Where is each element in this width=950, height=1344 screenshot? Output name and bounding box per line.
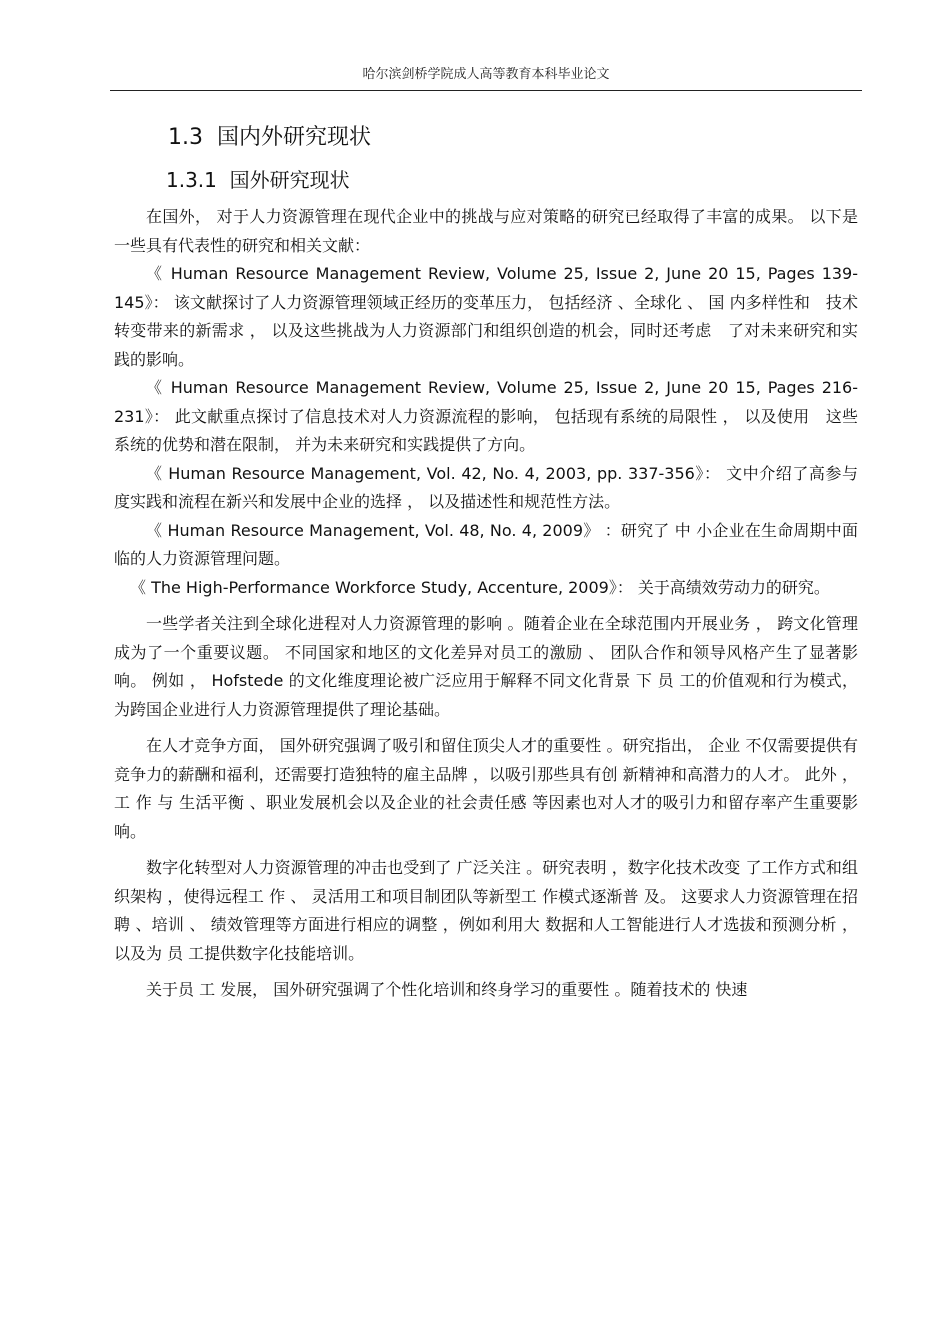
subsection-title: 国外研究现状 [229, 168, 350, 192]
body-paragraph: 一些学者关注到全球化进程对人力资源管理的影响 。随着企业在全球范围内开展业务 ， 跨文化管理成为了一个重要议题。 不同国家和地区的文化差异对员工的激励 、 团队合作和领导风格产生了显著影响。 例如 ， Hofstede 的文化维度理论被广泛应用于解释不同文化背景 下 员 工的价值观和行为模式， 为跨国企业进行人力资源管理提供了理论基础。 [114, 614, 858, 719]
reference-paragraph: 《 Human Resource Management, Vol. 48, No. 4, 2009》 ：研究了 中 小企业在生命周期中面 临的人力资源管理问题。 [114, 520, 858, 568]
section-number: 1.3 [168, 125, 203, 150]
subsection-heading [166, 165, 350, 195]
reference-paragraph: 《 The High-Performance Workforce Study, Accenture, 2009》： 关于高绩效劳动力的研究。 [130, 577, 830, 597]
subsection-number: 1.3.1 [166, 168, 217, 192]
body-text [114, 203, 858, 1005]
body-paragraph: 在人才竞争方面， 国外研究强调了吸引和留住顶尖人才的重要性 。研究指出， 企业 不仅需要提供有竞争力的薪酬和福利，还需要打造独特的雇主品牌 ，以吸引那些具有创 新精神和高潜力的人才。 此外 ，工 作 与 生活平衡 、职业发展机会以及企业的社会责任感 等因素也对人才的吸引力和留存率产生重要影响。 [114, 736, 858, 841]
reference-paragraph: 《 Human Resource Management, Vol. 42, No. 4, 2003, pp. 337-356》： 文中介绍了高参与 度实践和流程在新兴和发展中企业的选择 ， 以及描述性和规范性方法。 [114, 463, 858, 511]
body-paragraph: 数字化转型对人力资源管理的冲击也受到了 广泛关注 。研究表明 ，数字化技术改变 了工作方式和组织架构 ，使得远程工 作 、 灵活用工和项目制团队等新型工 作模式逐渐普 及。 这要求人力资源管理在招聘 、培训 、 绩效管理等方面进行相应的调整 ，例如利用大 数据和人工智能进行人才选拔和预测分析 ，以及为 员 工提供数字化技能培训。 [114, 858, 858, 963]
reference-paragraph: 《 Human Resource Management Review, Volume 25, Issue 2, June 20 15, Pages 139-145》： 该文献探讨了人力资源管理领域正经历的变革压力， 包括经济 、全球化 、 国 内多样性和 技术转变带来的新需求 ， 以及这些挑战为人力资源部门和组织创造的机会，同时还考虑 了对未来研究和实践的影响。 [114, 264, 859, 369]
intro-paragraph: 在国外， 对于人力资源管理在现代企业中的挑战与应对策略的研究已经取得了丰富的成果。 以下是一些具有代表性的研究和相关文献： [114, 207, 858, 255]
reference-paragraph: 《 Human Resource Management Review, Volume 25, Issue 2, June 20 15, Pages 216-231》： 此文献重点探讨了信息技术对人力资源流程的影响， 包括现有系统的局限性 ， 以及使用 这些系统的优势和潜在限制， 并为未来研究和实践提供了方向。 [114, 378, 859, 454]
page-header [110, 64, 862, 91]
body-paragraph: 关于员 工 发展， 国外研究强调了个性化培训和终身学习的重要性 。随着技术的 快速 [146, 980, 748, 999]
section-heading [168, 122, 371, 154]
page-header-title: 哈尔滨剑桥学院成人高等教育本科毕业论文 [362, 67, 610, 82]
section-title: 国内外研究现状 [217, 125, 372, 150]
